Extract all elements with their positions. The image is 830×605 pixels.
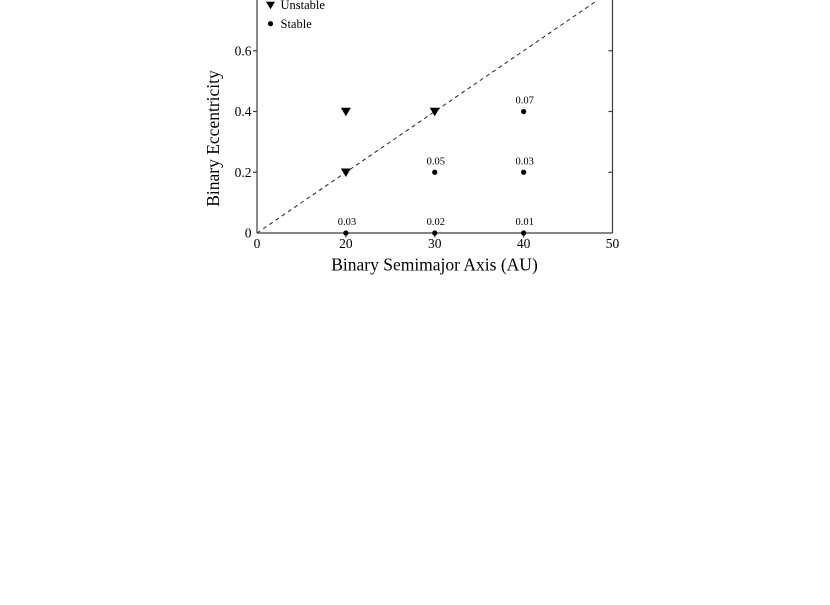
stable-marker bbox=[432, 170, 437, 175]
x-tick-label: 20 bbox=[339, 236, 353, 251]
ticks-group bbox=[253, 51, 613, 238]
point-value-label: 0.02 bbox=[426, 217, 445, 228]
point-labels-group bbox=[338, 96, 534, 229]
legend-unstable-icon bbox=[266, 2, 275, 9]
stability-line-group bbox=[257, 0, 598, 233]
point-value-label: 0.07 bbox=[515, 95, 534, 107]
x-tick-label: 40 bbox=[516, 236, 531, 251]
x-tick-label: 30 bbox=[428, 236, 442, 251]
legend-group bbox=[266, 0, 325, 31]
x-tick-label: 50 bbox=[605, 236, 620, 251]
y-axis-title: Binary Eccentricity bbox=[203, 70, 223, 207]
x-axis-title: Binary Semimajor Axis (AU) bbox=[331, 254, 538, 275]
stable-marker bbox=[521, 170, 526, 175]
unstable-marker bbox=[430, 108, 440, 117]
stable-marker bbox=[521, 109, 526, 114]
unstable-marker bbox=[341, 108, 351, 117]
stability-line bbox=[257, 0, 598, 233]
stable-marker bbox=[521, 230, 526, 235]
legend-entry-label: Unstable bbox=[280, 0, 325, 13]
point-value-label: 0.03 bbox=[337, 217, 357, 228]
y-tick-label: 0.6 bbox=[234, 43, 252, 59]
point-value-label: 0.03 bbox=[515, 156, 534, 168]
y-tick-label: 0 bbox=[244, 225, 252, 241]
point-value-label: 0.01 bbox=[515, 217, 534, 228]
axes-group bbox=[257, 0, 613, 233]
stable-marker bbox=[343, 230, 348, 235]
stable-marker bbox=[432, 230, 437, 235]
legend-stable-icon bbox=[268, 21, 273, 26]
unstable-marker bbox=[341, 168, 351, 177]
y-tick-label: 0.4 bbox=[234, 104, 252, 119]
y-tick-label: 0.2 bbox=[234, 164, 252, 180]
point-value-label: 0.05 bbox=[426, 156, 445, 168]
x-tick-label: 0 bbox=[253, 236, 261, 251]
legend-entry-label: Stable bbox=[280, 16, 312, 31]
